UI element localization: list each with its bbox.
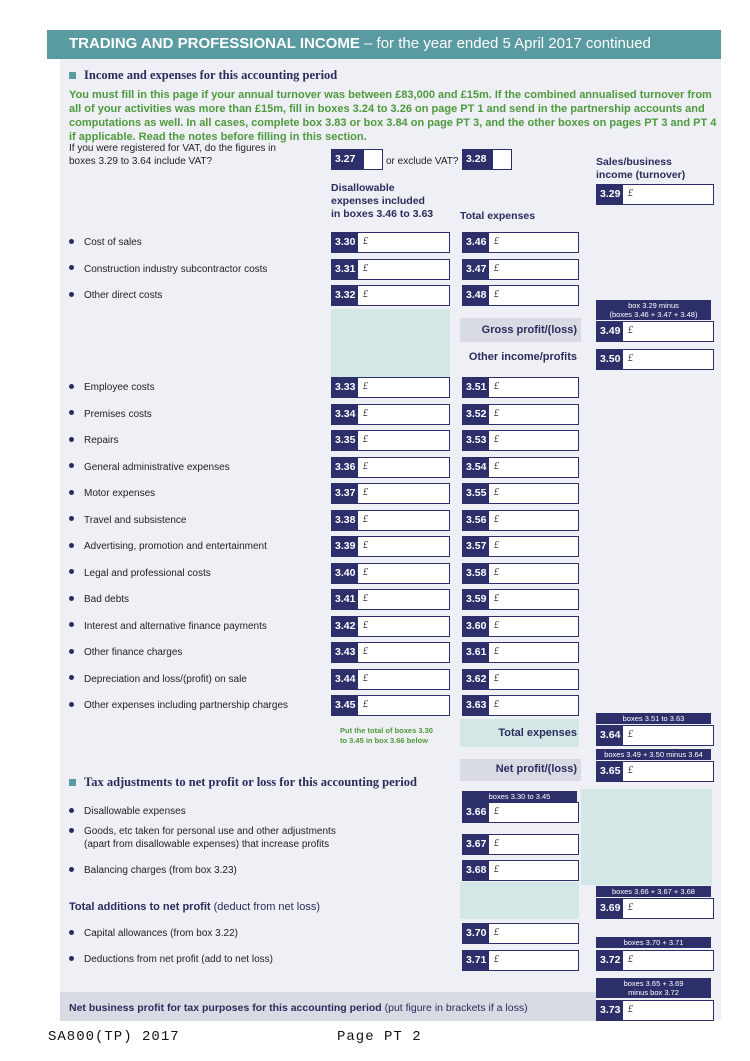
gross-profit-label: Gross profit/(loss): [481, 324, 577, 336]
disallowable-field[interactable]: £: [357, 642, 450, 663]
total-expense-field[interactable]: £: [488, 669, 579, 690]
vat-question: If you were registered for VAT, do the figures in boxes 3.29 to 3.64 include VAT?: [69, 143, 276, 167]
net-business-profit-label: Net business profit for tax purposes for this accounting period (put figure in brackets if a loss): [69, 1002, 528, 1014]
hint-box-3-73: boxes 3.65 + 3.69 minus box 3.72: [596, 978, 711, 998]
disallowable-field[interactable]: £: [357, 510, 450, 531]
bullet-icon: [69, 675, 74, 680]
box-3-51: [462, 377, 579, 398]
box-number: 3.36: [331, 457, 357, 478]
expense-row-label: Other finance charges: [69, 646, 182, 659]
box-number: 3.35: [331, 430, 357, 451]
box-number: 3.46: [462, 232, 488, 253]
disallowable-field[interactable]: £: [357, 669, 450, 690]
disallowable-field[interactable]: £: [357, 285, 450, 306]
box-3-70: [462, 923, 579, 944]
hint-box-3-49: box 3.29 minus (boxes 3.46 + 3.47 + 3.48): [596, 300, 711, 320]
box-number: 3.69: [596, 898, 622, 919]
box-3-64: [596, 725, 714, 746]
box-3-58: [462, 563, 579, 584]
box-3-63: [462, 695, 579, 716]
box-3-69: [596, 898, 714, 919]
form-code: SA800(TP) 2017: [48, 1029, 180, 1045]
box-number: 3.48: [462, 285, 488, 306]
box-number: 3.39: [331, 536, 357, 557]
other-income-label: Other income/profits: [468, 351, 577, 363]
disallowable-field[interactable]: £: [357, 616, 450, 637]
section-square-icon: [69, 779, 76, 786]
net-profit-field[interactable]: £: [622, 761, 714, 782]
box-number: 3.58: [462, 563, 488, 584]
column-header-sales: Sales/business income (turnover): [596, 156, 686, 181]
box-number: 3.73: [596, 1000, 622, 1021]
bullet-icon: [69, 410, 74, 415]
disallowable-field[interactable]: £: [357, 430, 450, 451]
total-expense-field[interactable]: £: [488, 589, 579, 610]
box-number: 3.31: [331, 259, 357, 280]
capital-allowances-field[interactable]: £: [488, 923, 579, 944]
box-number: 3.52: [462, 404, 488, 425]
disallowable-field[interactable]: £: [357, 232, 450, 253]
hint-box-3-65: boxes 3.49 + 3.50 minus 3.64: [596, 749, 711, 760]
box-3-36: [331, 457, 450, 478]
box-3-52: [462, 404, 579, 425]
bullet-icon: [69, 463, 74, 468]
box-number: 3.30: [331, 232, 357, 253]
box-number: 3.72: [596, 950, 622, 971]
bullet-icon: [69, 516, 74, 521]
box-3-45: [331, 695, 450, 716]
bullet-icon: [69, 622, 74, 627]
box-3-38: [331, 510, 450, 531]
bullet-icon: [69, 490, 74, 495]
other-income-field[interactable]: £: [622, 349, 714, 370]
box-3-68: [462, 860, 579, 881]
box-3-35: [331, 430, 450, 451]
bullet-icon: [69, 930, 74, 935]
deductions-label: Deductions from net profit (add to net loss): [69, 953, 273, 966]
total-expense-field[interactable]: £: [488, 285, 579, 306]
bullet-icon: [69, 239, 74, 244]
box-3-33: [331, 377, 450, 398]
box-number: 3.42: [331, 616, 357, 637]
page-number: Page PT 2: [337, 1029, 422, 1045]
box-number: 3.70: [462, 923, 488, 944]
box-3-28: [462, 149, 512, 170]
bullet-icon: [69, 569, 74, 574]
disallowable-field[interactable]: £: [357, 563, 450, 584]
box-number: 3.40: [331, 563, 357, 584]
total-expense-field[interactable]: £: [488, 404, 579, 425]
goods-adjustments-label-line2: (apart from disallowable expenses) that increase profits: [84, 839, 330, 850]
total-expense-field[interactable]: £: [488, 563, 579, 584]
total-expenses-field[interactable]: £: [622, 725, 714, 746]
expense-row-label: Motor expenses: [69, 487, 155, 500]
net-business-profit-field[interactable]: £: [622, 1000, 714, 1021]
box-number: 3.43: [331, 642, 357, 663]
box-number: 3.34: [331, 404, 357, 425]
box-3-53: [462, 430, 579, 451]
total-expenses-label: Total expenses: [498, 727, 577, 739]
box-3-27: [331, 149, 383, 170]
total-expense-field[interactable]: £: [488, 259, 579, 280]
box-3-59: [462, 589, 579, 610]
box-3-57: [462, 536, 579, 557]
total-expense-field[interactable]: £: [488, 536, 579, 557]
total-additions-field[interactable]: £: [622, 898, 714, 919]
adjustments-right-shaded-area: [581, 789, 712, 885]
box-number: 3.71: [462, 950, 488, 971]
total-additions-label: Total additions to net profit (deduct from net loss): [69, 901, 320, 913]
section-square-icon: [69, 72, 76, 79]
total-expense-field[interactable]: £: [488, 457, 579, 478]
box-number: 3.45: [331, 695, 357, 716]
total-expense-field[interactable]: £: [488, 377, 579, 398]
total-expense-field[interactable]: £: [488, 483, 579, 504]
box-3-40: [331, 563, 450, 584]
box-3-54: [462, 457, 579, 478]
bullet-icon: [69, 649, 74, 654]
green-note-total: Put the total of boxes 3.30 to 3.45 in box 3.66 below: [340, 726, 433, 745]
goods-adjustments-field[interactable]: £: [488, 834, 579, 855]
box-3-41: [331, 589, 450, 610]
expense-row-label: Other expenses including partnership charges: [69, 699, 288, 712]
gross-profit-field[interactable]: £: [622, 321, 714, 342]
column-header-disallowable: Disallowable expenses included in boxes 3.46 to 3.63: [331, 182, 434, 220]
disallowable-field[interactable]: £: [357, 259, 450, 280]
box-number: 3.63: [462, 695, 488, 716]
bullet-icon: [69, 265, 74, 270]
vat-exclude-field[interactable]: [492, 149, 512, 170]
vat-include-field[interactable]: [363, 149, 383, 170]
page-header-bar: [47, 30, 721, 59]
section-intro-text: You must fill in this page if your annual turnover was between £83,000 and £15m. If the combined annualised turnover from all of your activities was more than £15m, fill in boxes 3.24 to 3.26 on page PT 1 and send in the partnership accounts and computations as well. In all cases, complete box 3.83 or box 3.84 on page PT 3, and the other boxes on pages PT 3 and PT 4 if applicable. Read the notes before filling in this section.: [69, 89, 717, 143]
box-3-34: [331, 404, 450, 425]
expense-row-label: Depreciation and loss/(profit) on sale: [69, 673, 247, 686]
box-3-71: [462, 950, 579, 971]
box-3-49: [596, 321, 714, 342]
total-expense-field[interactable]: £: [488, 642, 579, 663]
total-expense-field[interactable]: £: [488, 616, 579, 637]
box-number: 3.65: [596, 761, 622, 782]
bullet-icon: [69, 867, 74, 872]
box-3-42: [331, 616, 450, 637]
box-number: 3.55: [462, 483, 488, 504]
total-expense-field[interactable]: £: [488, 695, 579, 716]
bullet-icon: [69, 808, 74, 813]
box-3-65: [596, 761, 714, 782]
or-exclude-label: or exclude VAT?: [386, 156, 459, 167]
expense-row-label: Legal and professional costs: [69, 567, 211, 580]
box-3-44: [331, 669, 450, 690]
hint-box-3-69: boxes 3.66 + 3.67 + 3.68: [596, 886, 711, 897]
box-3-55: [462, 483, 579, 504]
box-number: 3.60: [462, 616, 488, 637]
bullet-icon: [69, 828, 74, 833]
expense-row-label: Bad debts: [69, 593, 129, 606]
section-title-income-expenses: Income and expenses for this accounting period: [69, 68, 337, 83]
box-3-61: [462, 642, 579, 663]
expense-row-label: Cost of sales: [69, 236, 142, 249]
box-3-30: [331, 232, 450, 253]
box-number: 3.28: [462, 149, 492, 170]
box-3-72: [596, 950, 714, 971]
bullet-icon: [69, 292, 74, 297]
bullet-icon: [69, 702, 74, 707]
disallowable-shaded-area: [331, 309, 450, 377]
bullet-icon: [69, 437, 74, 442]
deductions-total-field[interactable]: £: [622, 950, 714, 971]
total-additions-shaded-area: [460, 882, 579, 919]
expense-row-label: Premises costs: [69, 408, 152, 421]
box-3-62: [462, 669, 579, 690]
box-number: 3.59: [462, 589, 488, 610]
box-number: 3.68: [462, 860, 488, 881]
expense-row-label: Construction industry subcontractor costs: [69, 263, 267, 276]
expense-row-label: Travel and subsistence: [69, 514, 186, 527]
page-title: TRADING AND PROFESSIONAL INCOME – for the year ended 5 April 2017 continued: [69, 35, 651, 52]
box-number: 3.67: [462, 834, 488, 855]
hint-box-3-64: boxes 3.51 to 3.63: [596, 713, 711, 724]
disallowable-field[interactable]: £: [357, 589, 450, 610]
box-3-46: [462, 232, 579, 253]
goods-adjustments-label: Goods, etc taken for personal use and other adjustments: [69, 825, 336, 838]
expense-row-label: Advertising, promotion and entertainment: [69, 540, 267, 553]
box-3-37: [331, 483, 450, 504]
hint-box-3-72: boxes 3.70 + 3.71: [596, 937, 711, 948]
box-3-31: [331, 259, 450, 280]
box-number: 3.61: [462, 642, 488, 663]
box-number: 3.44: [331, 669, 357, 690]
deductions-field[interactable]: £: [488, 950, 579, 971]
box-number: 3.41: [331, 589, 357, 610]
disallowable-field[interactable]: £: [357, 483, 450, 504]
total-expense-field[interactable]: £: [488, 232, 579, 253]
box-number: 3.38: [331, 510, 357, 531]
balancing-charges-label: Balancing charges (from box 3.23): [69, 864, 237, 877]
box-3-29: [596, 184, 714, 205]
disallowable-field[interactable]: £: [357, 404, 450, 425]
box-3-67: [462, 834, 579, 855]
disallowable-field[interactable]: £: [357, 377, 450, 398]
expense-row-label: Other direct costs: [69, 289, 162, 302]
box-number: 3.47: [462, 259, 488, 280]
box-number: 3.66: [462, 802, 488, 823]
hint-box-3-66: boxes 3.30 to 3.45: [462, 791, 577, 802]
bullet-icon: [69, 543, 74, 548]
box-3-60: [462, 616, 579, 637]
disallowable-field[interactable]: £: [357, 457, 450, 478]
expense-row-label: General administrative expenses: [69, 461, 230, 474]
box-3-50: [596, 349, 714, 370]
box-number: 3.29: [596, 184, 622, 205]
box-number: 3.51: [462, 377, 488, 398]
box-number: 3.27: [331, 149, 363, 170]
expense-row-label: Interest and alternative finance payments: [69, 620, 267, 633]
box-number: 3.33: [331, 377, 357, 398]
column-header-total-expenses: Total expenses: [460, 210, 536, 222]
section-title-tax-adjustments: Tax adjustments to net profit or loss for this accounting period: [69, 775, 417, 790]
bullet-icon: [69, 596, 74, 601]
box-number: 3.49: [596, 321, 622, 342]
box-number: 3.53: [462, 430, 488, 451]
capital-allowances-label: Capital allowances (from box 3.22): [69, 927, 238, 940]
disallowable-expenses-field[interactable]: £: [488, 802, 579, 823]
disallowable-field[interactable]: £: [357, 536, 450, 557]
expense-row-label: Employee costs: [69, 381, 155, 394]
bullet-icon: [69, 956, 74, 961]
box-number: 3.32: [331, 285, 357, 306]
disallowable-expenses-label: Disallowable expenses: [69, 805, 186, 818]
box-3-43: [331, 642, 450, 663]
box-number: 3.64: [596, 725, 622, 746]
box-number: 3.37: [331, 483, 357, 504]
box-number: 3.57: [462, 536, 488, 557]
total-expense-field[interactable]: £: [488, 510, 579, 531]
box-3-39: [331, 536, 450, 557]
balancing-charges-field[interactable]: £: [488, 860, 579, 881]
expense-row-label: Repairs: [69, 434, 118, 447]
disallowable-field[interactable]: £: [357, 695, 450, 716]
box-number: 3.50: [596, 349, 622, 370]
net-profit-label: Net profit/(loss): [495, 763, 577, 775]
box-3-56: [462, 510, 579, 531]
box-number: 3.62: [462, 669, 488, 690]
box-3-66: [462, 802, 579, 823]
box-3-32: [331, 285, 450, 306]
bullet-icon: [69, 384, 74, 389]
box-number: 3.56: [462, 510, 488, 531]
sales-income-field[interactable]: £: [622, 184, 714, 205]
box-3-47: [462, 259, 579, 280]
box-3-48: [462, 285, 579, 306]
box-number: 3.54: [462, 457, 488, 478]
box-3-73: [596, 1000, 714, 1021]
total-expense-field[interactable]: £: [488, 430, 579, 451]
